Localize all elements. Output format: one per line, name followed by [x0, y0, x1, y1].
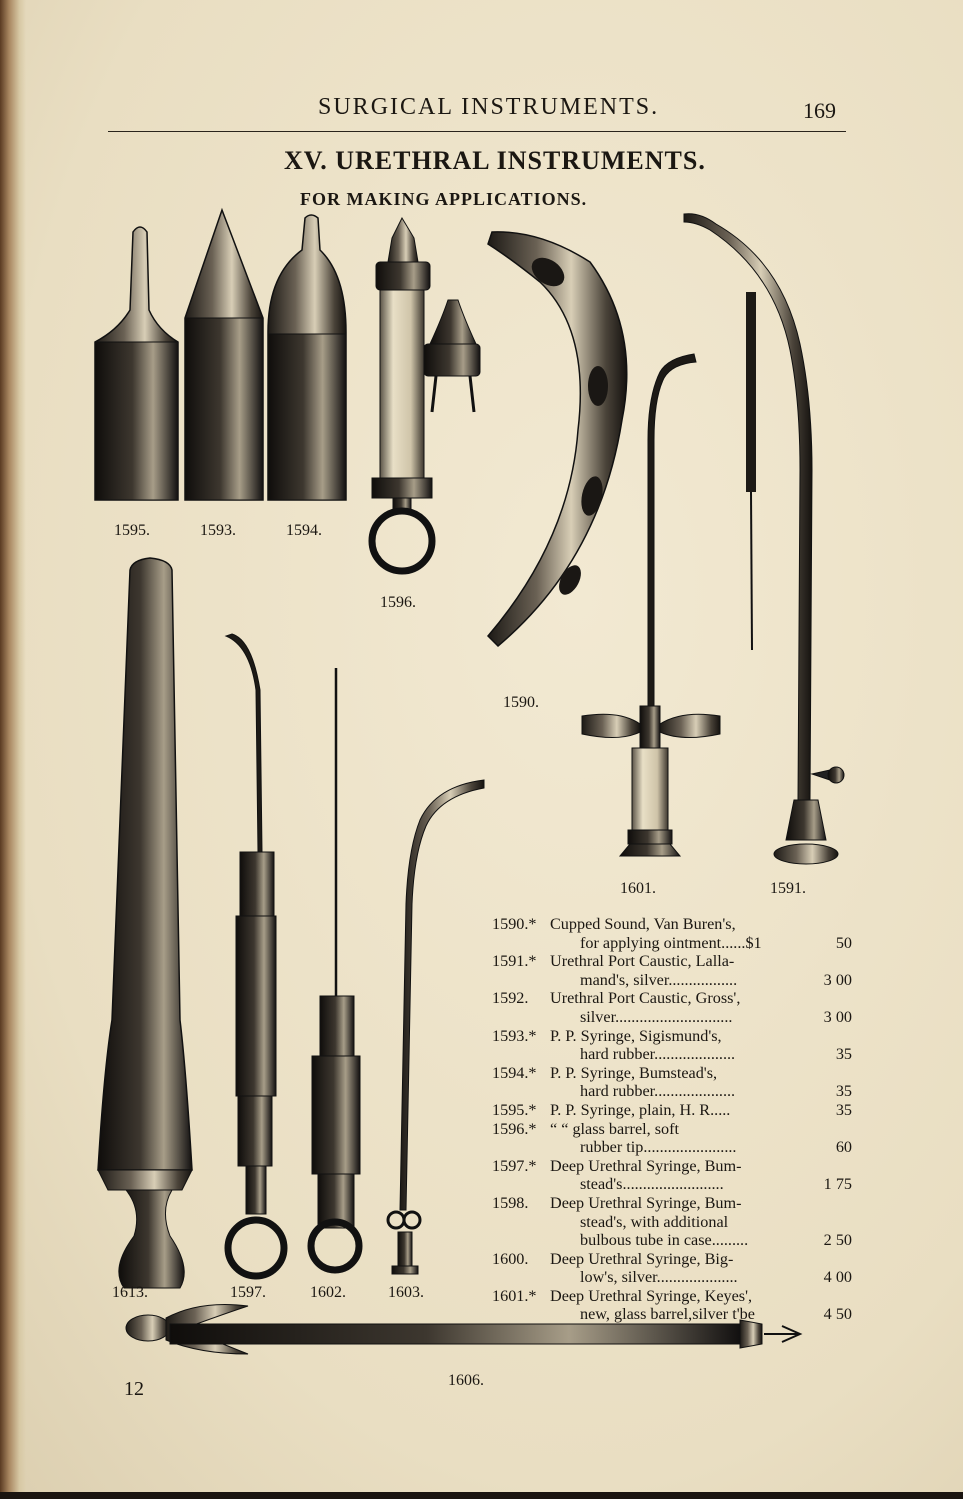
- figure-label-1593: 1593.: [200, 522, 236, 539]
- item-number: 1594.*: [492, 1063, 537, 1082]
- item-description-continued: bulbous tube in case.........: [580, 1231, 749, 1250]
- syringe-1593-illustration: [185, 210, 263, 500]
- syringe-1594-illustration: [268, 215, 346, 500]
- item-price: 3 00: [823, 970, 852, 989]
- catalog-entry: [492, 1157, 852, 1194]
- cupped-sound-1590-illustration: [488, 232, 627, 646]
- item-description: “ “ glass barrel, soft: [550, 1119, 680, 1138]
- figure-label-1606: 1606.: [448, 1372, 484, 1389]
- item-price: 2 50: [823, 1231, 852, 1250]
- section-title: XV. URETHRAL INSTRUMENTS.: [284, 146, 706, 175]
- item-number: 1592.: [492, 989, 529, 1008]
- section-subtitle: FOR MAKING APPLICATIONS.: [300, 189, 588, 209]
- syringe-1596-illustration: [372, 218, 480, 571]
- signature-folio: 12: [124, 1378, 144, 1400]
- catalog-entry: [492, 952, 852, 989]
- item-price: 60: [835, 1138, 852, 1157]
- item-description-continued: hard rubber....................: [580, 1045, 736, 1064]
- item-description-continued: for applying ointment......$1: [580, 933, 762, 952]
- item-price: 4 00: [823, 1268, 852, 1287]
- item-price: 35: [835, 1100, 852, 1119]
- item-price: 4 50: [823, 1305, 852, 1324]
- item-description: Cupped Sound, Van Buren's,: [550, 915, 736, 933]
- item-number: 1597.*: [492, 1156, 537, 1175]
- catalog-entry: [492, 1287, 852, 1324]
- figure-label-1591: 1591.: [770, 880, 806, 897]
- item-description-continued: hard rubber....................: [580, 1082, 736, 1101]
- figure-label-1596: 1596.: [380, 594, 416, 611]
- item-description: P. P. Syringe, Bumstead's,: [550, 1063, 718, 1082]
- item-number: 1600.: [492, 1249, 529, 1268]
- figure-label-1595: 1595.: [114, 522, 150, 539]
- item-description: Deep Urethral Syringe, Bum-: [550, 1193, 742, 1212]
- item-description: Deep Urethral Syringe, Bum-: [550, 1156, 742, 1175]
- catalog-entry: [492, 989, 852, 1026]
- item-description-continued: rubber tip.......................: [580, 1138, 737, 1157]
- syringe-1603-illustration: [388, 780, 484, 1274]
- figure-label-1597: 1597.: [230, 1284, 266, 1301]
- item-number: 1590.*: [492, 915, 537, 933]
- item-number: 1598.: [492, 1193, 529, 1212]
- item-number: 1591.*: [492, 952, 537, 971]
- item-description: P. P. Syringe, Sigismund's,: [550, 1026, 722, 1045]
- page-number: 169: [803, 98, 836, 123]
- syringe-1613-illustration: [98, 558, 192, 1288]
- syringe-1602-illustration: [311, 668, 360, 1270]
- item-description-continued: silver.............................: [580, 1007, 733, 1026]
- item-price: 1 75: [823, 1175, 852, 1194]
- item-description: Urethral Port Caustic, Gross',: [550, 989, 741, 1008]
- item-description: P. P. Syringe, plain, H. R.....: [550, 1100, 731, 1119]
- figure-label-1601: 1601.: [620, 880, 656, 897]
- figure-label-1613: 1613.: [112, 1284, 148, 1301]
- figure-label-1603: 1603.: [388, 1284, 424, 1301]
- figure-label-1602: 1602.: [310, 1284, 346, 1301]
- port-caustic-1591-illustration: [684, 214, 844, 864]
- item-price: 35: [835, 1045, 852, 1064]
- item-number: 1593.*: [492, 1026, 537, 1045]
- item-description-continued: stead's.........................: [580, 1175, 724, 1194]
- running-title: SURGICAL INSTRUMENTS.: [318, 94, 660, 120]
- item-price: 3 00: [823, 1007, 852, 1026]
- item-description-continued: stead's, with additional: [580, 1212, 729, 1231]
- item-description-continued: mand's, silver.................: [580, 970, 738, 989]
- item-number: 1596.*: [492, 1119, 537, 1138]
- price-list: [492, 915, 852, 1324]
- item-number: 1601.*: [492, 1286, 537, 1305]
- item-price: 50: [835, 933, 852, 952]
- catalog-entry: [492, 1120, 852, 1157]
- catalog-entry: [492, 1064, 852, 1101]
- item-description: Deep Urethral Syringe, Big-: [550, 1249, 734, 1268]
- item-description: Deep Urethral Syringe, Keyes',: [550, 1286, 753, 1305]
- item-price: 35: [835, 1082, 852, 1101]
- figure-label-1590: 1590.: [503, 694, 539, 711]
- item-description-continued: new, glass barrel,silver t'be: [580, 1305, 755, 1324]
- item-number: 1595.*: [492, 1100, 537, 1119]
- catalog-entry: [492, 1027, 852, 1064]
- figure-label-1594: 1594.: [286, 522, 322, 539]
- syringe-1595-illustration: [95, 227, 178, 500]
- syringe-1597-illustration: [226, 634, 284, 1276]
- catalog-entry: [492, 915, 852, 952]
- item-description: Urethral Port Caustic, Lalla-: [550, 952, 735, 971]
- catalog-entry: [492, 1250, 852, 1287]
- catalog-entry: [492, 1194, 852, 1250]
- item-description-continued: low's, silver....................: [580, 1268, 738, 1287]
- catalog-entry: [492, 1101, 852, 1120]
